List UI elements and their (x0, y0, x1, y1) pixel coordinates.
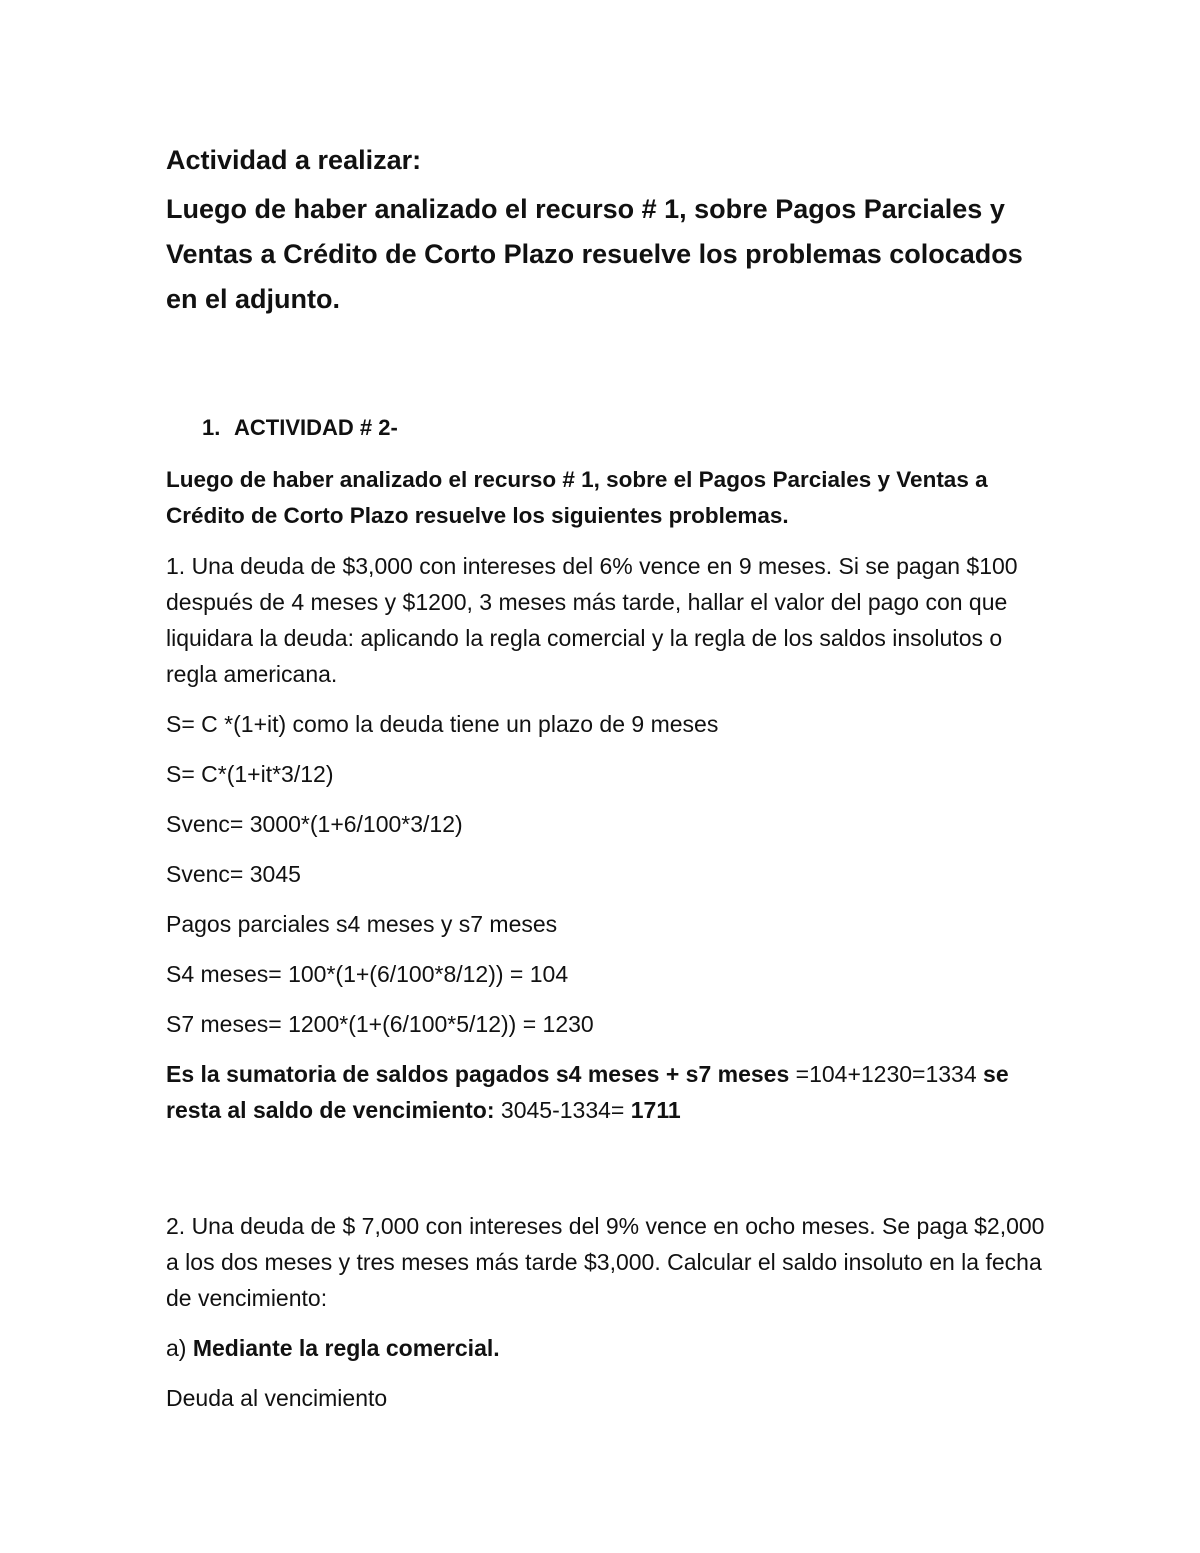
formula-line: S7 meses= 1200*(1+(6/100*5/12)) = 1230 (166, 1011, 594, 1037)
formula-line: S= C*(1+it*3/12) (166, 761, 334, 787)
problem2-line: Deuda al vencimiento (166, 1385, 388, 1411)
problem1-statement: 1. Una deuda de $3,000 con intereses del 6% vence en 9 meses. Si se pagan $100 después de 4 meses y $1200, 3 meses más tarde, hallar el valor del pago con que liquidara la deuda: aplicando la regla comercial y la regla de los saldos insolutos o regla americana. (166, 553, 1018, 687)
conclusion-calc: 3045-1334= (500, 1097, 631, 1123)
part-a-title: Mediante la regla comercial. (192, 1335, 500, 1361)
conclusion-sum: =104+1230=1334 (795, 1061, 984, 1087)
formula-line: S4 meses= 100*(1+(6/100*8/12)) = 104 (166, 961, 569, 987)
activity-title: ACTIVIDAD # 2- (234, 415, 398, 440)
part-a-prefix: a) (166, 1335, 193, 1361)
conclusion-text: se resta al saldo de vencimiento: (166, 1061, 1009, 1123)
heading: Actividad a realizar: (166, 145, 422, 175)
formula-line: Svenc= 3045 (166, 861, 301, 887)
formula-line: S= C *(1+it) como la deuda tiene un plazo de 9 meses (166, 711, 719, 737)
problem2-part-a (166, 1330, 1046, 1366)
problem2-statement: 2. Una deuda de $ 7,000 con intereses del 9% vence en ocho meses. Se paga $2,000 a los dos meses y tres meses más tarde $3,000. Calcular el saldo insoluto en la fecha de vencimiento: (166, 1213, 1045, 1311)
conclusion-text: Es la sumatoria de saldos pagados s4 meses + s7 meses (166, 1061, 796, 1087)
activity-list-item (202, 412, 1046, 444)
conclusion-result: 1711 (630, 1097, 681, 1123)
document-page (166, 138, 1046, 1416)
intro-paragraph: Luego de haber analizado el recurso # 1, sobre Pagos Parciales y Ventas a Crédito de Corto Plazo resuelve los problemas colocados en el adjunto. (166, 194, 1023, 314)
activity-instruction: Luego de haber analizado el recurso # 1, sobre el Pagos Parciales y Ventas a Crédito de Corto Plazo resuelve los siguientes problemas. (166, 467, 988, 528)
list-number: 1. (202, 415, 221, 440)
formula-line: Pagos parciales s4 meses y s7 meses (166, 911, 558, 937)
formula-line: Svenc= 3000*(1+6/100*3/12) (166, 811, 463, 837)
problem1-conclusion (166, 1056, 1046, 1128)
